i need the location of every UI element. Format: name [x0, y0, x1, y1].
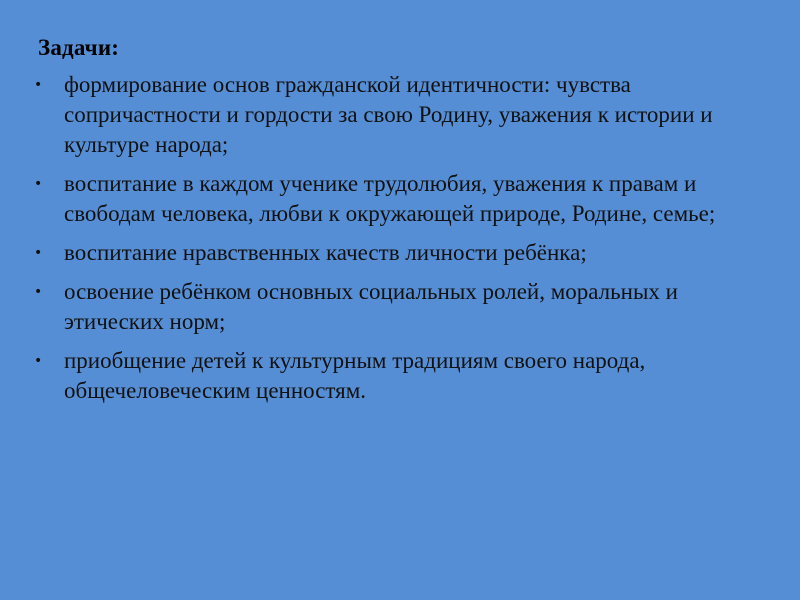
bullet-icon: •	[34, 176, 43, 192]
list-item	[34, 169, 734, 229]
list-item-text: освоение ребёнком основных социальных ролей, моральных и этических норм;	[64, 279, 678, 334]
list-item-text: воспитание нравственных качеств личности ребёнка;	[64, 240, 587, 265]
slide-heading: Задачи:	[38, 35, 120, 60]
list-item	[34, 346, 734, 406]
list-item	[34, 277, 734, 337]
list-item-text: приобщение детей к культурным традициям своего народа, общечеловеческим ценностям.	[64, 348, 646, 403]
list-item	[34, 70, 734, 160]
list-item	[34, 238, 734, 268]
task-list	[34, 70, 734, 415]
list-item-text: воспитание в каждом ученике трудолюбия, уважения к правам и свободам человека, любви к окружающей природе, Родине, семье;	[64, 171, 716, 226]
bullet-icon: •	[34, 353, 43, 369]
bullet-icon: •	[34, 77, 43, 93]
bullet-icon: •	[34, 245, 43, 261]
bullet-icon: •	[34, 284, 43, 300]
list-item-text: формирование основ гражданской идентичности: чувства сопричастности и гордости за свою Родину, уважения к истории и культуре народа;	[64, 72, 713, 157]
